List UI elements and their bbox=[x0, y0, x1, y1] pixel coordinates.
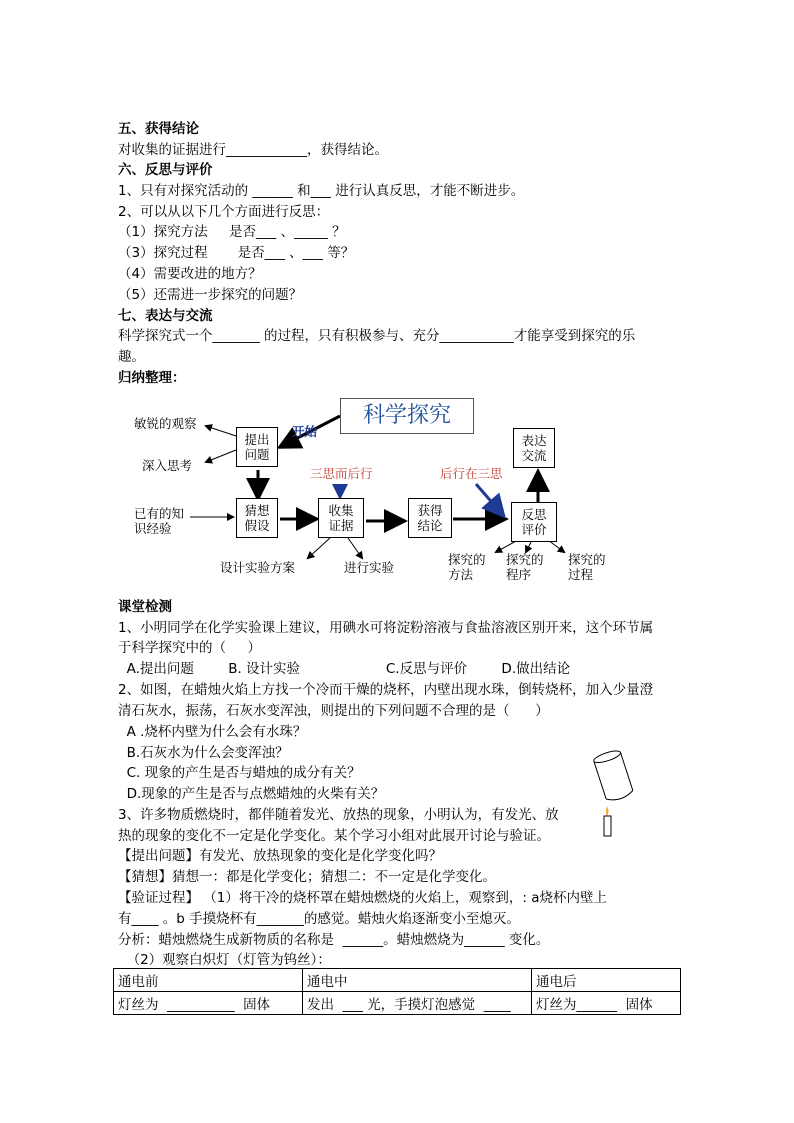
section6-heading: 六、反思与评价 bbox=[118, 162, 213, 178]
q3-line7: 分析：蜡烛燃烧生成新物质的名称是 ______。蜡烛燃烧为______ 变化。 bbox=[118, 932, 550, 948]
q2-option: A .烧杯内壁为什么会有水珠？ bbox=[118, 724, 307, 740]
section6-line2: 2、可以从以下几个方面进行反思： bbox=[118, 204, 330, 220]
label-procedure: 探究的 程序 bbox=[506, 552, 544, 582]
q1-line2: 于科学探究中的（ ） bbox=[118, 640, 261, 656]
section5-line1: 对收集的证据进行____________，获得结论。 bbox=[118, 142, 388, 158]
section7-line1: 科学探究式一个_______ 的过程，只有积极参与、充分___________才能享受到探究的乐 bbox=[118, 328, 636, 344]
q3-line8: （2）观察白炽灯（灯管为钨丝）： bbox=[118, 952, 331, 968]
q3-line2: 热的现象的变化不一定是化学变化。某个学习小组对此展开讨论与验证。 bbox=[118, 828, 550, 844]
q2-option: D.现象的产生是否与点燃蜡烛的火柴有关？ bbox=[118, 786, 385, 802]
table-header-cell: 通电后 bbox=[532, 969, 681, 992]
quiz-heading: 课堂检测 bbox=[118, 599, 172, 615]
box-conclusion: 获得 结论 bbox=[408, 498, 452, 538]
label-think-after: 后行在三思 bbox=[440, 466, 503, 481]
table-cell: 发出 ___ 光，手摸灯泡感觉 ____ bbox=[303, 992, 532, 1015]
q1-line1: 1、小明同学在化学实验课上建议，用碘水可将淀粉溶液与食盐溶液区别开来，这个环节属 bbox=[118, 620, 654, 636]
start-label: 开始 bbox=[292, 424, 318, 439]
section6-item: （5）还需进一步探究的问题？ bbox=[118, 287, 303, 303]
q2-option: B.石灰水为什么会变浑浊？ bbox=[118, 745, 289, 761]
summary-heading: 归纳整理： bbox=[118, 370, 186, 386]
beaker-candle-illustration bbox=[588, 748, 638, 838]
q3-line1: 3、许多物质燃烧时，都伴随着发光、放热的现象，小明认为，有发光、放 bbox=[118, 807, 559, 823]
lamp-observation-table bbox=[113, 968, 681, 1015]
label-observe: 敏锐的观察 bbox=[134, 416, 197, 431]
table-header-row bbox=[114, 969, 681, 992]
table-header-cell: 通电中 bbox=[303, 969, 532, 992]
q2-option: C. 现象的产生是否与蜡烛的成分有关？ bbox=[118, 765, 361, 781]
table-row bbox=[114, 992, 681, 1015]
section6-item: （3）探究过程 是否___ 、___ 等？ bbox=[118, 245, 355, 261]
box-reflect: 反思 评价 bbox=[511, 502, 557, 542]
q3-line4: 【猜想】猜想一：都是化学变化；猜想二：不一定是化学变化。 bbox=[118, 869, 496, 885]
inquiry-diagram bbox=[118, 392, 678, 597]
q3-line3: 【提出问题】有发光、放热现象的变化是化学变化吗？ bbox=[118, 848, 442, 864]
box-ask-question: 提出 问题 bbox=[236, 427, 278, 467]
section7-heading: 七、表达与交流 bbox=[118, 308, 213, 324]
q2-line1: 2、如图，在蜡烛火焰上方找一个冷而干燥的烧杯，内壁出现水珠，倒转烧杯，加入少量澄 bbox=[118, 682, 654, 698]
label-process: 探究的 过程 bbox=[568, 552, 606, 582]
table-cell: 灯丝为 __________ 固体 bbox=[114, 992, 303, 1015]
table-cell: 灯丝为______ 固体 bbox=[532, 992, 681, 1015]
box-collect-evidence: 收集 证据 bbox=[318, 498, 364, 538]
section6-line1: 1、只有对探究活动的 ______ 和___ 进行认真反思，才能不断进步。 bbox=[118, 183, 525, 199]
label-think-before: 三思而后行 bbox=[310, 466, 373, 481]
label-knowledge: 已有的知 识经验 bbox=[134, 506, 185, 536]
diagram-title: 科学探究 bbox=[340, 398, 474, 434]
q1-options: A.提出问题 B. 设计实验 C.反思与评价 D.做出结论 bbox=[118, 661, 571, 677]
label-think: 深入思考 bbox=[142, 458, 193, 473]
table-header-cell: 通电前 bbox=[114, 969, 303, 992]
section6-item: （1）探究方法 是否___ 、_____ ？ bbox=[118, 224, 346, 240]
section5-heading: 五、获得结论 bbox=[118, 121, 199, 137]
section7-line2: 趣。 bbox=[118, 349, 145, 365]
q2-line2: 清石灰水，振荡，石灰水变浑浊，则提出的下列问题不合理的是（ ） bbox=[118, 703, 549, 719]
q3-line5: 【验证过程】 （1）将干冷的烧杯罩在蜡烛燃烧的火焰上，观察到，: a烧杯内壁上 bbox=[118, 890, 607, 906]
label-method: 探究的 方法 bbox=[448, 552, 486, 582]
label-experiment: 进行实验 bbox=[344, 560, 395, 575]
q3-line6: 有____ 。b 手摸烧杯有_______的感觉。蜡烛火焰逐渐变小至熄灭。 bbox=[118, 911, 520, 927]
box-hypothesis: 猜想 假设 bbox=[236, 498, 278, 538]
section6-item: （4）需要改进的地方？ bbox=[118, 266, 262, 282]
box-express: 表达 交流 bbox=[513, 428, 555, 468]
label-design: 设计实验方案 bbox=[220, 560, 296, 575]
